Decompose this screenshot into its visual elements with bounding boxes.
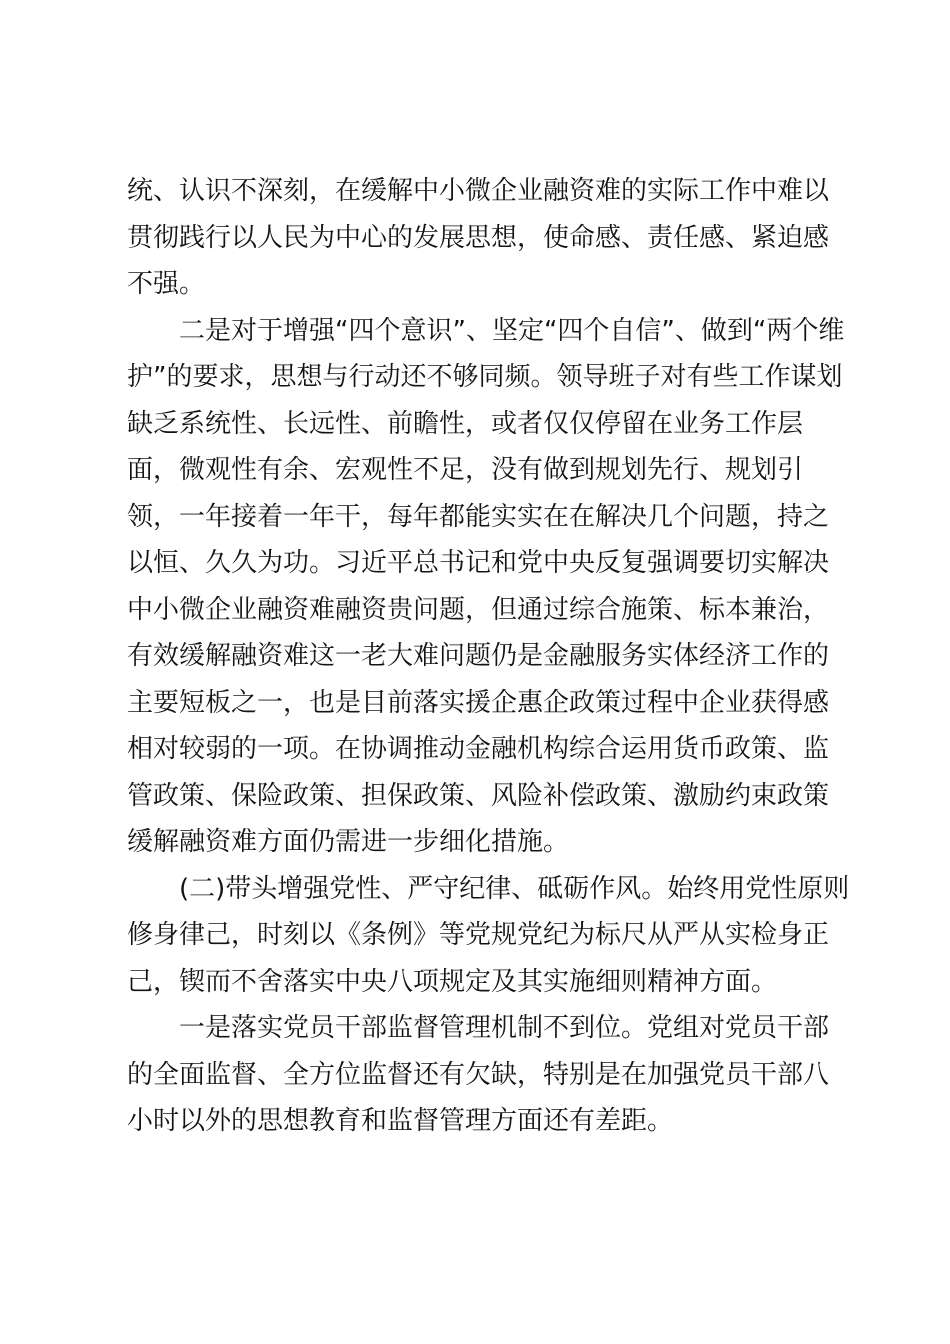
paragraph-line: 的全面监督、全方位监督还有欠缺，特别是在加强党员干部八	[127, 1059, 830, 1090]
paragraph-line: 修身律己，时刻以《条例》等党规党纪为标尺从严从实检身正	[127, 920, 830, 950]
paragraph-line: 护”的要求，思想与行动还不够同频。领导班子对有些工作谋划	[127, 362, 843, 392]
paragraph-line: 有效缓解融资难这一老大难问题仍是金融服务实体经济工作的	[127, 641, 830, 671]
paragraph-3	[127, 866, 850, 1006]
paragraph-line: 面，微观性有余、宏观性不足，没有做到规划先行、规划引	[127, 455, 804, 485]
paragraph-line: 己，锲而不舍落实中央八项规定及其实施细则精神方面。	[127, 966, 778, 997]
paragraph-line: 缺乏系统性、长远性、前瞻性，或者仅仅停留在业务工作层	[127, 408, 804, 439]
paragraph-line: 缓解融资难方面仍需进一步细化措施。	[127, 827, 570, 857]
paragraph-line: 小时以外的思想教育和监督管理方面还有差距。	[127, 1106, 674, 1136]
paragraph-line: 二是对于增强“四个意识”、坚定“四个自信”、做到“两个维	[179, 315, 845, 346]
paragraph-line: 统、认识不深刻，在缓解中小微企业融资难的实际工作中难以	[127, 176, 830, 206]
paragraph-line: 中小微企业融资难融资贵问题，但通过综合施策、标本兼治，	[127, 594, 830, 625]
paragraph-line: 以恒、久久为功。习近平总书记和党中央反复强调要切实解决	[127, 548, 830, 578]
document-body	[127, 168, 850, 1145]
paragraph-line: 主要短板之一，也是目前落实援企惠企政策过程中企业获得感	[127, 687, 830, 718]
paragraph-2	[127, 308, 845, 866]
paragraph-line: 一是落实党员干部监督管理机制不到位。党组对党员干部	[179, 1013, 830, 1043]
paragraph-line: 不强。	[127, 269, 206, 299]
paragraph-4	[127, 1005, 830, 1145]
paragraph-line: 管政策、保险政策、担保政策、风险补偿政策、激励约束政策	[127, 780, 830, 811]
paragraph-line: (二)带头增强党性、严守纪律、砥砺作风。始终用党性原则	[179, 873, 850, 904]
paragraph-line: 领，一年接着一年干，每年都能实实在在解决几个问题，持之	[127, 501, 830, 532]
paragraph-1	[127, 168, 830, 308]
paragraph-line: 贯彻践行以人民为中心的发展思想，使命感、责任感、紧迫感	[127, 222, 830, 253]
paragraph-line: 相对较弱的一项。在协调推动金融机构综合运用货币政策、监	[127, 734, 830, 764]
